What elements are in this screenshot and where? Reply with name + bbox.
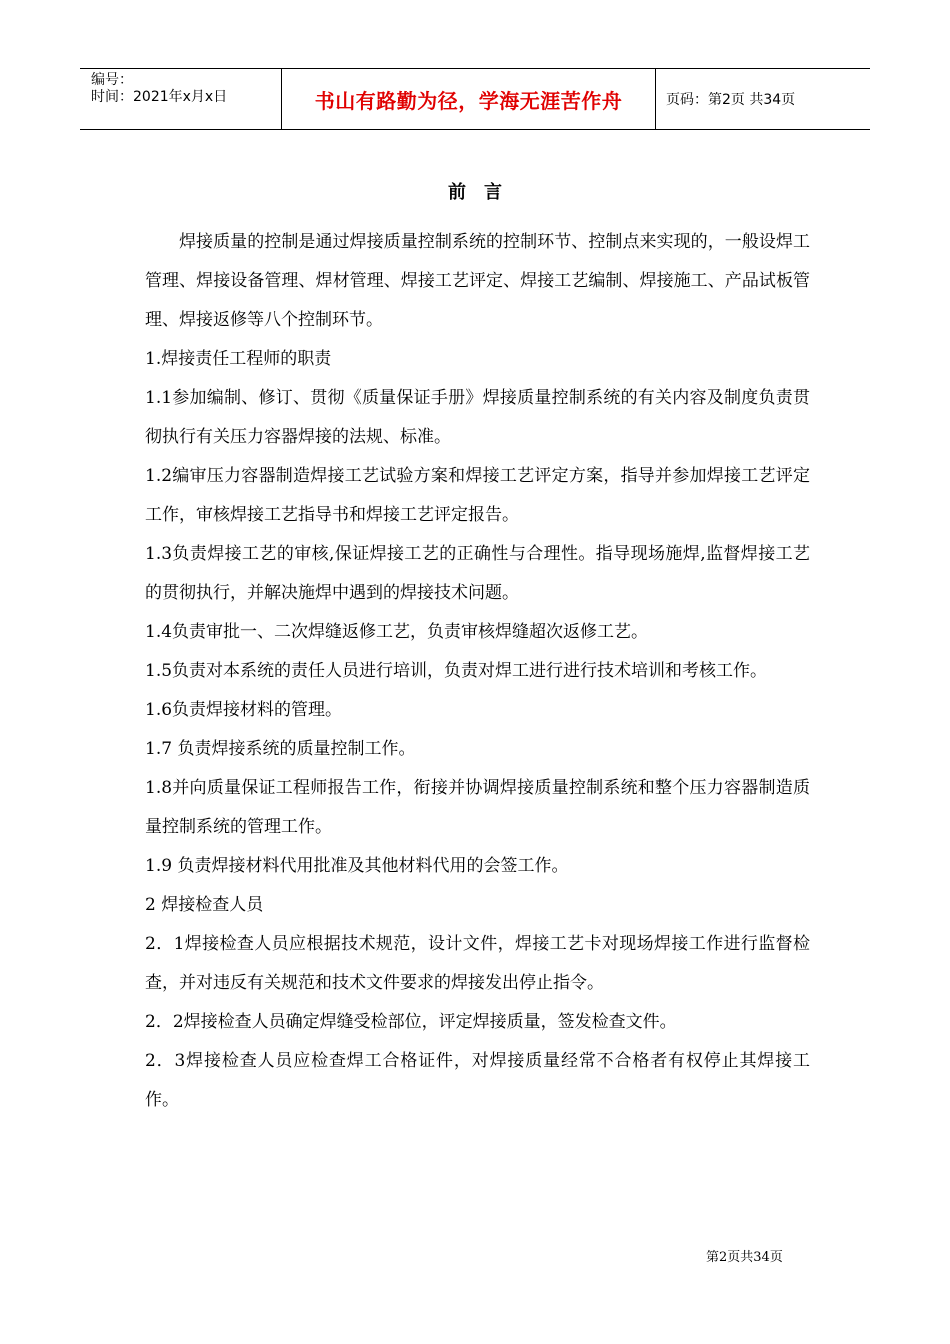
paragraph-2-1: 2．1焊接检查人员应根据技术规范，设计文件，焊接工艺卡对现场焊接工作进行监督检查，并对违反有关规范和技术文件要求的焊接发出停止指令。: [145, 934, 810, 993]
paragraph-2-2: 2．2焊接检查人员确定焊缝受检部位，评定焊接质量，签发检查文件。: [145, 1012, 677, 1032]
document-body: [145, 223, 810, 1120]
page-footer: 第2页共34页: [706, 1250, 783, 1265]
paragraph-2-3: 2．3焊接检查人员应检查焊工合格证件，对焊接质量经常不合格者有权停止其焊接工作。: [145, 1051, 810, 1110]
paragraph-1-3: 1.3负责焊接工艺的审核,保证焊接工艺的正确性与合理性。指导现场施焊,监督焊接工艺的贯彻执行，并解决施焊中遇到的焊接技术问题。: [145, 544, 810, 603]
section-heading-1: 1.焊接责任工程师的职责: [145, 349, 332, 369]
document-date-label: 时间：2021年x月x日: [91, 89, 228, 105]
paragraph-1-5: 1.5负责对本系统的责任人员进行培训，负责对焊工进行进行技术培训和考核工作。: [145, 661, 768, 681]
paragraph-1-9: 1.9 负责焊接材料代用批准及其他材料代用的会签工作。: [145, 856, 569, 876]
paragraph-1-4: 1.4负责审批一、二次焊缝返修工艺，负责审核焊缝超次返修工艺。: [145, 622, 649, 642]
paragraph-1-7: 1.7 负责焊接系统的质量控制工作。: [145, 739, 416, 759]
section-heading-2: 2 焊接检查人员: [145, 895, 264, 915]
paragraph-1-8: 1.8并向质量保证工程师报告工作，衔接并协调焊接质量控制系统和整个压力容器制造质量控制系统的管理工作。: [145, 778, 810, 837]
paragraph-1-6: 1.6负责焊接材料的管理。: [145, 700, 343, 720]
paragraph-1-1: 1.1参加编制、修订、贯彻《质量保证手册》焊接质量控制系统的有关内容及制度负责贯彻执行有关压力容器焊接的法规、标准。: [145, 388, 810, 447]
page-header: [80, 68, 870, 130]
paragraph-1-2: 1.2编审压力容器制造焊接工艺试验方案和焊接工艺评定方案，指导并参加焊接工艺评定工作，审核焊接工艺指导书和焊接工艺评定报告。: [145, 466, 810, 525]
header-motto: 书山有路勤为径，学海无涯苦作舟: [282, 69, 656, 129]
header-page-label: 页码：第2页 共34页: [666, 92, 796, 108]
header-meta: [80, 69, 282, 129]
document-title: 前言: [448, 182, 520, 203]
document-number-label: 编号：: [91, 72, 133, 88]
intro-paragraph: 焊接质量的控制是通过焊接质量控制系统的控制环节、控制点来实现的，一般设焊工管理、焊接设备管理、焊材管理、焊接工艺评定、焊接工艺编制、焊接施工、产品试板管理、焊接返修等八个控制环节。: [145, 232, 810, 330]
